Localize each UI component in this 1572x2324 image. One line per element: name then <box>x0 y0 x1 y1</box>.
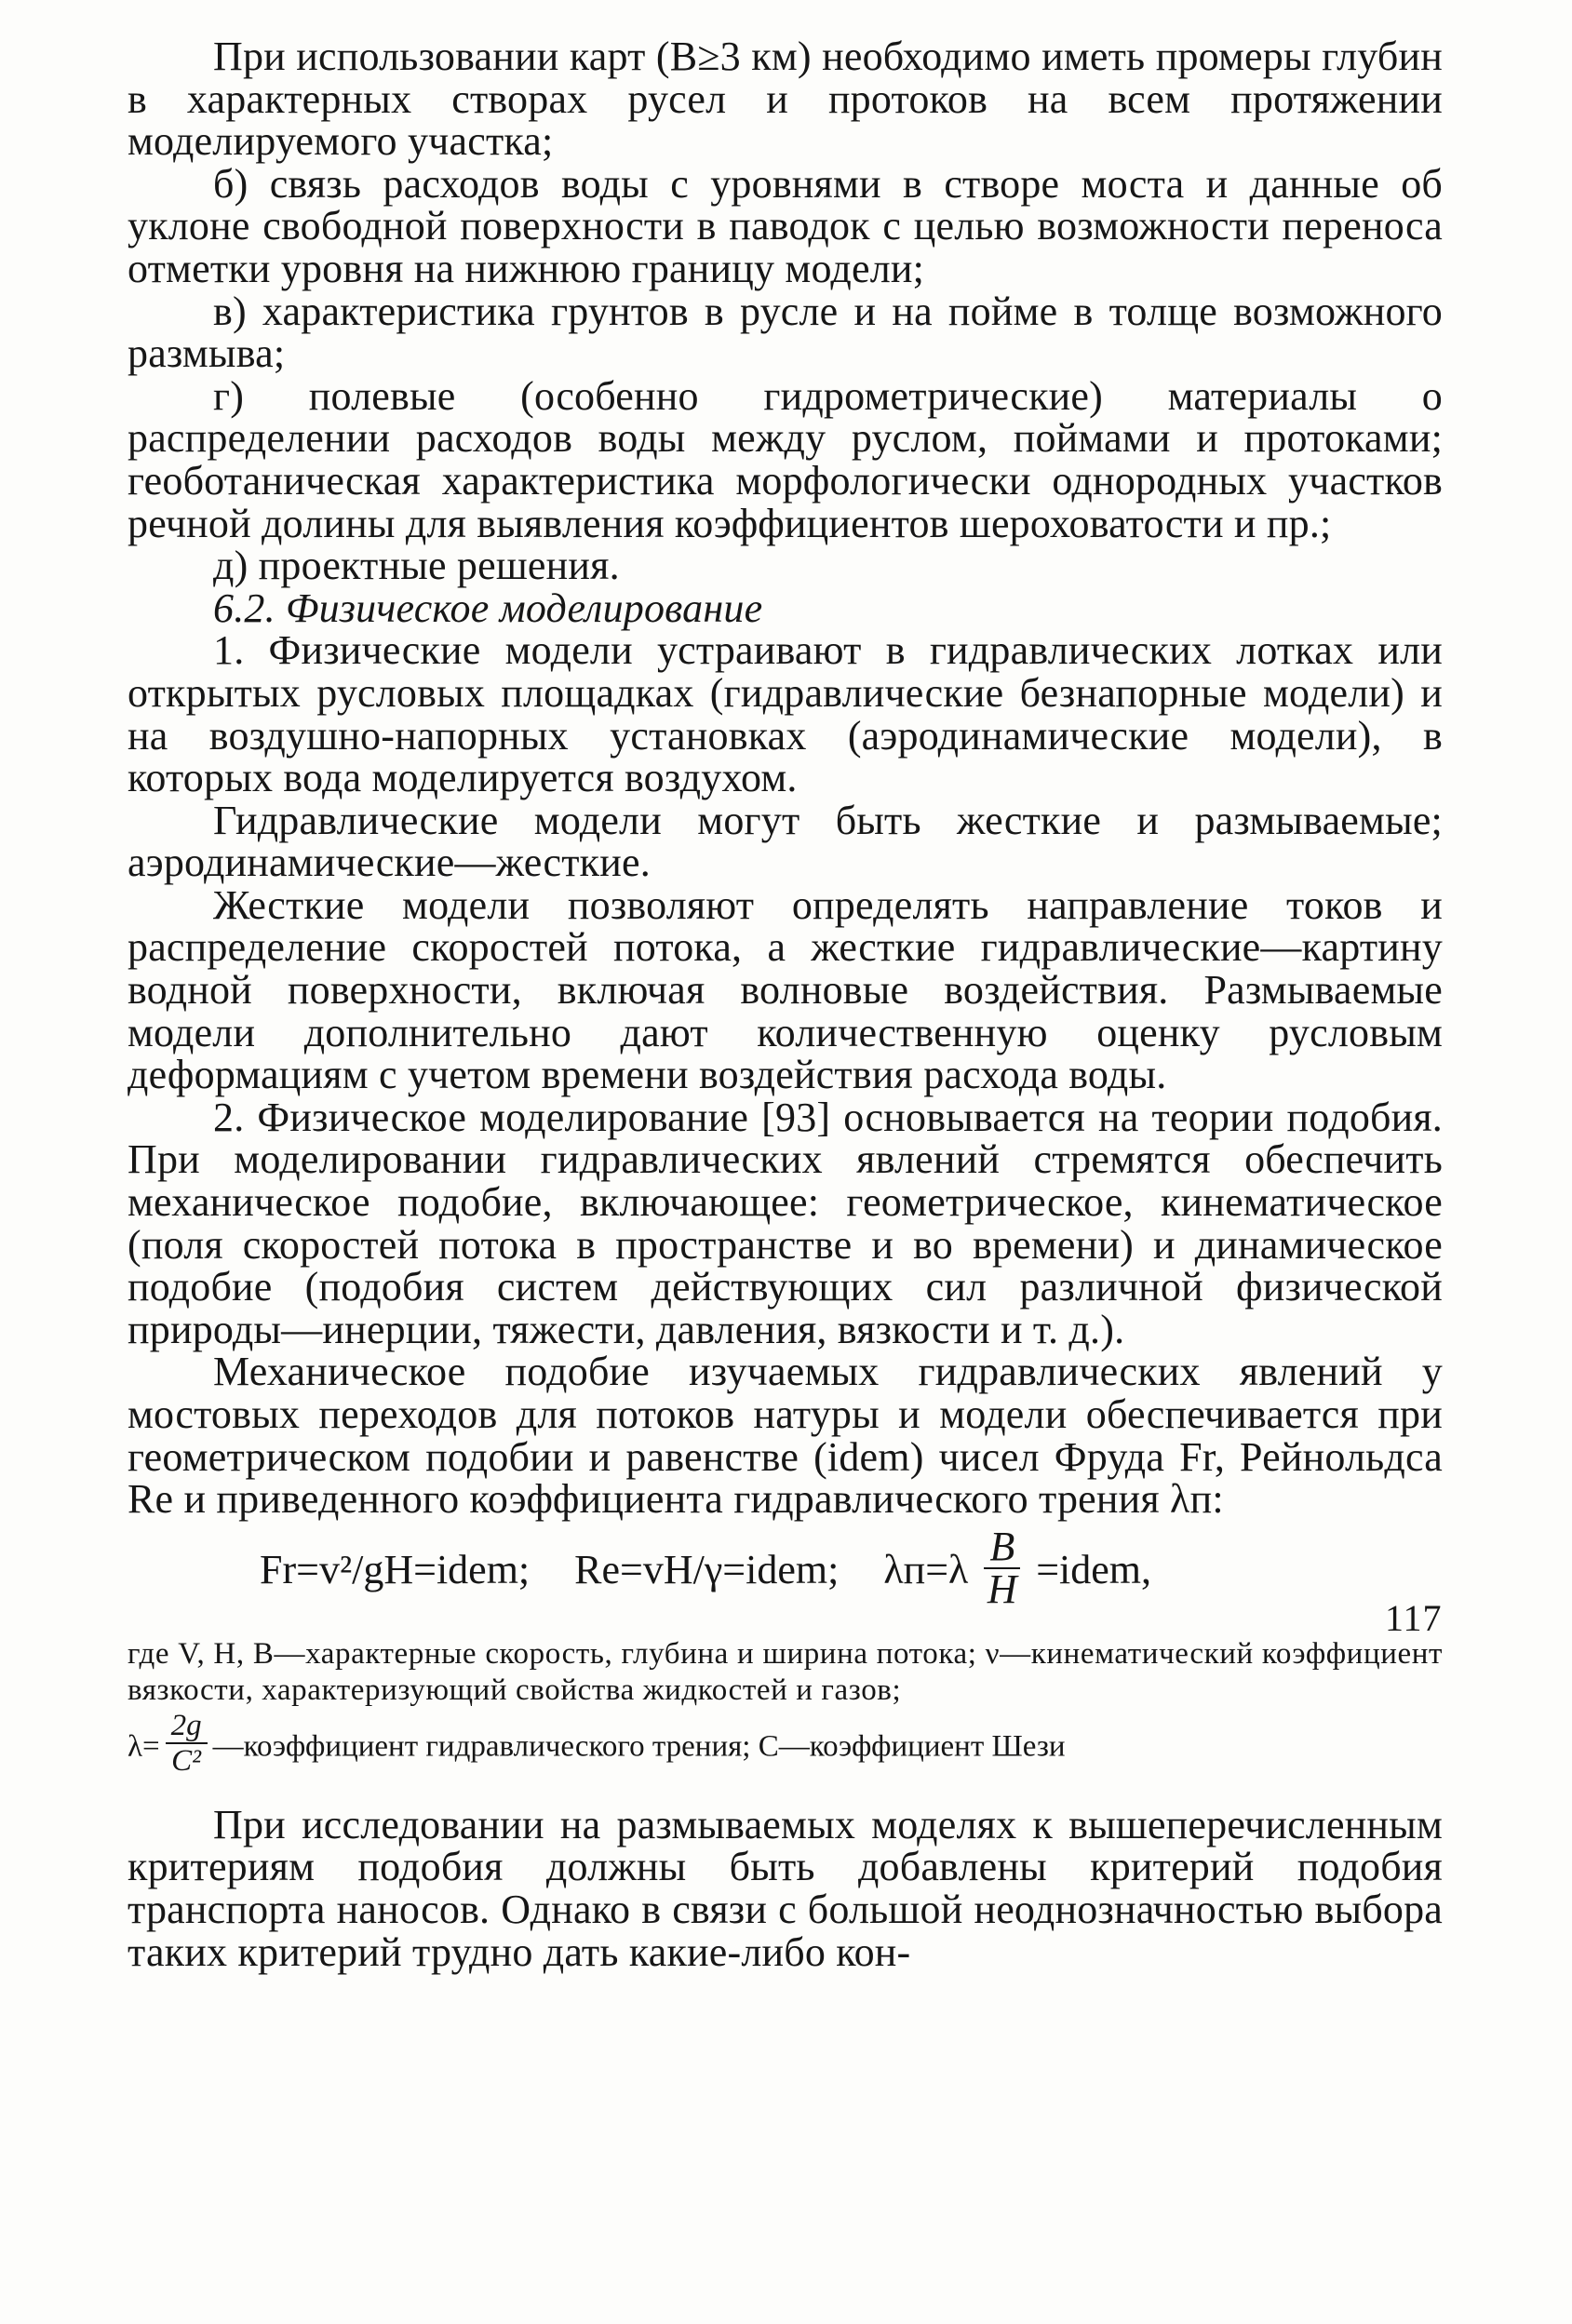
lambda-denominator: C² <box>171 1743 202 1778</box>
lambda-rhs: —коэффициент гидравлического трения; C—коэффициент Шези <box>212 1729 1066 1764</box>
paragraph-item-b: б) связь расходов воды с уровнями в створе моста и данные об уклоне свободной поверхности в паводок с целью возможности переноса отметки уровня на нижнюю границу модели; <box>128 160 1443 291</box>
paragraph-maps: При использовании карт (B≥3 км) необходимо иметь промеры глубин в характерных створах русел и протоков на всем протяжении моделируемого участка; <box>128 34 1443 165</box>
paragraph-item-g: г) полевые (особенно гидрометрические) материалы о распределении расходов воды между руслом, поймами и протоками; геоботаническая характеристика морфологически однородных участков речной долины для выявления коэффициентов шероховатости и пр.; <box>128 372 1443 546</box>
lambda-fraction <box>166 1709 208 1778</box>
paragraph-physical-models: 1. Физические модели устраивают в гидравлических лотках или открытых русловых площадках (гидравлические безнапорные модели) и на воздушно-напорных установках (аэродинамические модели), в которых вода моделируется воздухом. <box>128 627 1443 801</box>
lambda-numerator: 2g <box>166 1709 208 1744</box>
similarity-formula <box>128 1523 1443 1625</box>
lambda-lhs: λ= <box>128 1729 160 1764</box>
fraction-denominator: H <box>987 1565 1017 1612</box>
paragraph-item-d: д) проектные решения. <box>213 543 620 589</box>
page-number: 117 <box>1385 1597 1443 1639</box>
paragraph-hydraulic-models: Гидравлические модели могут быть жесткие и размываемые; аэродинамические—жесткие. <box>128 797 1443 886</box>
paragraph-item-v: в) характеристика грунтов в русле и на пойме в толще возможного размыва; <box>128 288 1443 377</box>
ratio-fraction <box>984 1523 1020 1612</box>
reynolds-formula: Re=vH/γ=idem; <box>574 1546 840 1592</box>
page-text <box>128 35 1443 1973</box>
paragraph-sediment-criteria: При исследовании на размываемых моделях к вышеперечисленным критериям подобия должны быть добавлены критерий подобия транспорта наносов. Однако в связи с большой неоднозначностью выбора таких критерий трудно дать какие-либо кон- <box>128 1801 1443 1975</box>
footnote-lambda-formula <box>128 1708 1443 1783</box>
footnote-definitions: где V, H, B—характерные скорость, глубина и ширина потока; ν—кинематический коэффициент вязкости, характеризующий свойства жидкостей и газов; <box>128 1636 1443 1707</box>
paragraph-similarity-theory: 2. Физическое моделирование [93] основывается на теории подобия. При моделировании гидравлических явлений стремятся обеспечить механическое подобие, включающее: геометрическое, кинематическое (поля скоростей потока в пространстве и во времени) и динамическое подобие (подобия систем действующих сил различной физической природы—инерции, тяжести, давления, вязкости и т. д.). <box>128 1094 1443 1352</box>
section-heading: 6.2. Физическое моделирование <box>213 584 763 631</box>
fraction-numerator: B <box>984 1526 1020 1569</box>
paragraph-mechanical-similarity: Механическое подобие изучаемых гидравлических явлений у мостовых переходов для потоков натуры и модели обеспечивается при геометрическом подобии и равенстве (idem) чисел Фруда Fr, Рейнольдса Re и приведенного коэффициента гидравлического трения λп: <box>128 1349 1443 1523</box>
friction-formula-rhs: =idem, <box>1036 1546 1152 1592</box>
paragraph-rigid-models: Жесткие модели позволяют определять направление токов и распределение скоростей потока, а жесткие гидравлические—картину водной поверхности, включая волновые воздействия. Размываемые модели дополнительно дают количественную оценку русловым деформациям с учетом времени воздействия расхода воды. <box>128 881 1443 1098</box>
friction-formula-lhs: λп=λ <box>883 1546 969 1592</box>
froude-formula: Fr=v²/gH=idem; <box>260 1546 531 1592</box>
